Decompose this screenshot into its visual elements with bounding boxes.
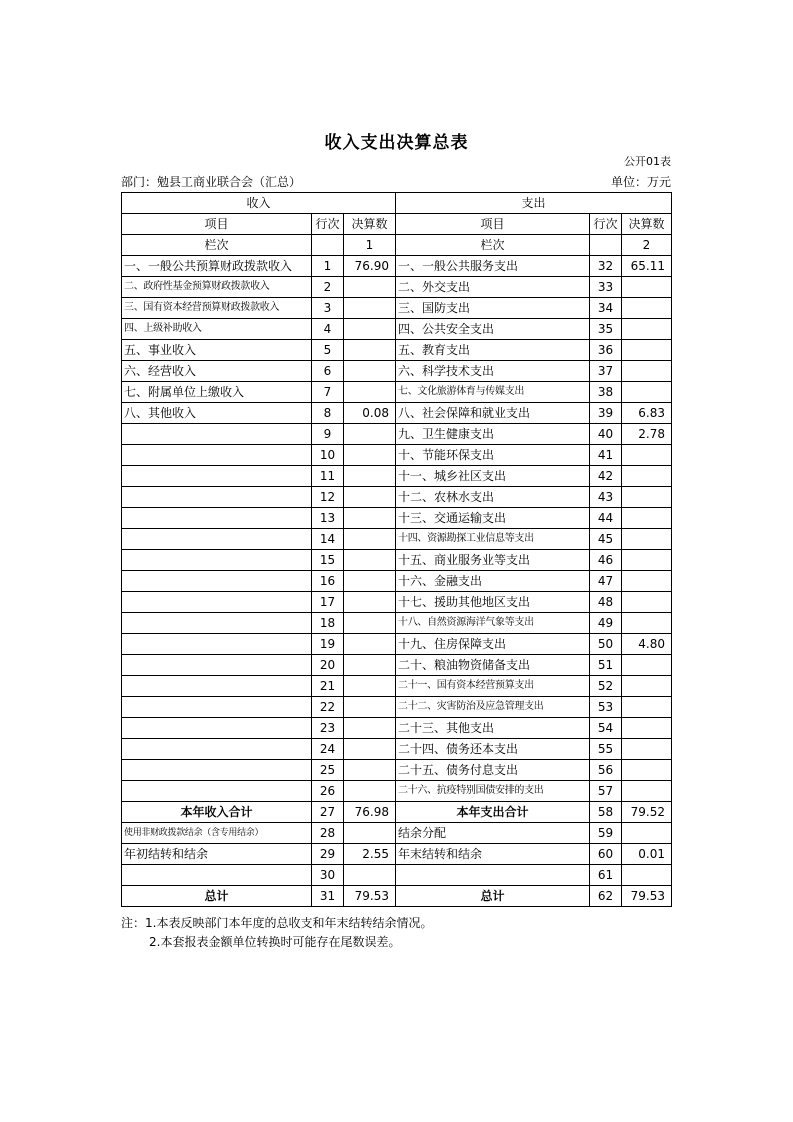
table-row xyxy=(122,739,672,760)
table-row xyxy=(122,550,672,571)
income-item-label xyxy=(122,718,312,739)
income-amount: 76.98 xyxy=(344,802,396,823)
expense-line-number: 53 xyxy=(590,697,622,718)
table-row xyxy=(122,823,672,844)
income-item-label xyxy=(122,466,312,487)
income-item-label: 三、国有资本经营预算财政拨款收入 xyxy=(122,298,312,319)
table-row xyxy=(122,613,672,634)
expense-line-number: 47 xyxy=(590,571,622,592)
expense-amount xyxy=(622,697,672,718)
income-line-number: 22 xyxy=(312,697,344,718)
income-item-label: 本年收入合计 xyxy=(122,802,312,823)
income-line-number: 13 xyxy=(312,508,344,529)
income-line-number: 7 xyxy=(312,382,344,403)
income-line-header: 行次 xyxy=(312,214,344,235)
expense-line-number: 36 xyxy=(590,340,622,361)
income-column-number: 1 xyxy=(344,235,396,256)
expense-amount xyxy=(622,298,672,319)
expense-amount: 2.78 xyxy=(622,424,672,445)
expense-line-number: 33 xyxy=(590,277,622,298)
income-amount xyxy=(344,424,396,445)
expense-item-label: 九、卫生健康支出 xyxy=(396,424,590,445)
income-item-label xyxy=(122,571,312,592)
income-item-label xyxy=(122,508,312,529)
expense-line-number: 58 xyxy=(590,802,622,823)
table-row xyxy=(122,571,672,592)
income-line-number: 26 xyxy=(312,781,344,802)
expense-amount xyxy=(622,340,672,361)
expense-amount xyxy=(622,823,672,844)
income-amount xyxy=(344,739,396,760)
expense-line-header: 行次 xyxy=(590,214,622,235)
expense-line-blank xyxy=(590,235,622,256)
expense-item-label: 一、一般公共服务支出 xyxy=(396,256,590,277)
expense-amount xyxy=(622,613,672,634)
income-item-label xyxy=(122,781,312,802)
table-row xyxy=(122,844,672,865)
income-item-label xyxy=(122,550,312,571)
income-item-label: 四、上级补助收入 xyxy=(122,319,312,340)
expense-amount xyxy=(622,718,672,739)
income-amount xyxy=(344,865,396,886)
expense-item-label: 七、文化旅游体育与传媒支出 xyxy=(396,382,590,403)
expense-item-header: 项目 xyxy=(396,214,590,235)
expense-item-label: 十七、援助其他地区支出 xyxy=(396,592,590,613)
form-code: 公开01表 xyxy=(624,155,671,168)
expense-item-label: 十四、资源勘探工业信息等支出 xyxy=(396,529,590,550)
expense-column-label: 栏次 xyxy=(396,235,590,256)
income-item-label: 七、附属单位上缴收入 xyxy=(122,382,312,403)
table-row xyxy=(122,865,672,886)
income-amount xyxy=(344,613,396,634)
expense-amount xyxy=(622,592,672,613)
expense-item-label: 三、国防支出 xyxy=(396,298,590,319)
income-amount xyxy=(344,361,396,382)
income-item-label: 二、政府性基金预算财政拨款收入 xyxy=(122,277,312,298)
income-amount xyxy=(344,655,396,676)
income-amount xyxy=(344,319,396,340)
expense-line-number: 57 xyxy=(590,781,622,802)
expense-line-number: 34 xyxy=(590,298,622,319)
expense-line-number: 37 xyxy=(590,361,622,382)
table-row xyxy=(122,592,672,613)
expense-amount xyxy=(622,445,672,466)
income-amount xyxy=(344,697,396,718)
expense-amount xyxy=(622,382,672,403)
expense-line-number: 50 xyxy=(590,634,622,655)
income-line-number: 16 xyxy=(312,571,344,592)
expense-amount xyxy=(622,508,672,529)
expense-line-number: 39 xyxy=(590,403,622,424)
income-amount xyxy=(344,382,396,403)
income-amount xyxy=(344,340,396,361)
income-expense-table xyxy=(121,192,672,907)
income-item-label: 一、一般公共预算财政拨款收入 xyxy=(122,256,312,277)
expense-amount: 4.80 xyxy=(622,634,672,655)
income-item-label xyxy=(122,613,312,634)
table-row xyxy=(122,277,672,298)
table-row xyxy=(122,256,672,277)
income-item-label: 八、其他收入 xyxy=(122,403,312,424)
expense-line-number: 56 xyxy=(590,760,622,781)
income-line-number: 10 xyxy=(312,445,344,466)
expense-line-number: 52 xyxy=(590,676,622,697)
expense-item-label: 十二、农林水支出 xyxy=(396,487,590,508)
income-line-number: 30 xyxy=(312,865,344,886)
expense-item-label: 二十五、债务付息支出 xyxy=(396,760,590,781)
table-row xyxy=(122,886,672,907)
income-item-label xyxy=(122,424,312,445)
income-item-label: 总计 xyxy=(122,886,312,907)
unit-label: 单位：万元 xyxy=(610,175,671,189)
expense-amount: 0.01 xyxy=(622,844,672,865)
income-line-number: 31 xyxy=(312,886,344,907)
income-amount xyxy=(344,445,396,466)
table-row xyxy=(122,697,672,718)
income-item-label xyxy=(122,445,312,466)
expense-line-number: 59 xyxy=(590,823,622,844)
income-item-label xyxy=(122,655,312,676)
expense-amount xyxy=(622,361,672,382)
income-item-label xyxy=(122,739,312,760)
income-amount xyxy=(344,529,396,550)
expense-item-label: 总计 xyxy=(396,886,590,907)
table-row xyxy=(122,760,672,781)
expense-line-number: 55 xyxy=(590,739,622,760)
table-row xyxy=(122,403,672,424)
expense-amount: 79.53 xyxy=(622,886,672,907)
expense-line-number: 43 xyxy=(590,487,622,508)
income-item-label xyxy=(122,634,312,655)
income-item-label xyxy=(122,697,312,718)
page-title: 收入支出决算总表 xyxy=(324,133,469,153)
expense-line-number: 35 xyxy=(590,319,622,340)
income-line-number: 18 xyxy=(312,613,344,634)
income-line-number: 23 xyxy=(312,718,344,739)
table-row xyxy=(122,424,672,445)
expense-line-number: 51 xyxy=(590,655,622,676)
expense-item-label: 六、科学技术支出 xyxy=(396,361,590,382)
expense-column-number: 2 xyxy=(622,235,672,256)
expense-line-number: 40 xyxy=(590,424,622,445)
expense-line-number: 62 xyxy=(590,886,622,907)
income-item-header: 项目 xyxy=(122,214,312,235)
income-line-number: 27 xyxy=(312,802,344,823)
expense-amount: 65.11 xyxy=(622,256,672,277)
income-line-number: 28 xyxy=(312,823,344,844)
income-item-label xyxy=(122,760,312,781)
expense-item-label: 结余分配 xyxy=(396,823,590,844)
table-row xyxy=(122,466,672,487)
table-row xyxy=(122,781,672,802)
income-line-number: 21 xyxy=(312,676,344,697)
income-line-number: 14 xyxy=(312,529,344,550)
expense-item-label: 二十二、灾害防治及应急管理支出 xyxy=(396,697,590,718)
expense-amount xyxy=(622,739,672,760)
income-amount xyxy=(344,760,396,781)
expense-item-label: 二十四、债务还本支出 xyxy=(396,739,590,760)
income-line-number: 8 xyxy=(312,403,344,424)
income-header: 收入 xyxy=(122,193,396,214)
expense-amount xyxy=(622,655,672,676)
table-row xyxy=(122,634,672,655)
income-line-number: 6 xyxy=(312,361,344,382)
expense-item-label: 年末结转和结余 xyxy=(396,844,590,865)
expense-item-label: 十三、交通运输支出 xyxy=(396,508,590,529)
expense-item-label: 十一、城乡社区支出 xyxy=(396,466,590,487)
income-amount xyxy=(344,508,396,529)
expense-amount xyxy=(622,466,672,487)
expense-amount: 6.83 xyxy=(622,403,672,424)
expense-item-label: 五、教育支出 xyxy=(396,340,590,361)
expense-header: 支出 xyxy=(396,193,672,214)
income-amount-header: 决算数 xyxy=(344,214,396,235)
table-row xyxy=(122,655,672,676)
income-amount: 76.90 xyxy=(344,256,396,277)
expense-line-number: 46 xyxy=(590,550,622,571)
income-line-number: 2 xyxy=(312,277,344,298)
expense-amount xyxy=(622,676,672,697)
income-amount xyxy=(344,466,396,487)
expense-item-label: 二、外交支出 xyxy=(396,277,590,298)
expense-amount xyxy=(622,277,672,298)
expense-line-number: 54 xyxy=(590,718,622,739)
table-row xyxy=(122,508,672,529)
expense-item-label xyxy=(396,865,590,886)
expense-line-number: 61 xyxy=(590,865,622,886)
expense-amount xyxy=(622,760,672,781)
table-row xyxy=(122,802,672,823)
expense-line-number: 45 xyxy=(590,529,622,550)
expense-amount xyxy=(622,529,672,550)
table-row xyxy=(122,529,672,550)
expense-item-label: 二十三、其他支出 xyxy=(396,718,590,739)
expense-line-number: 42 xyxy=(590,466,622,487)
income-line-number: 17 xyxy=(312,592,344,613)
expense-line-number: 49 xyxy=(590,613,622,634)
table-row xyxy=(122,361,672,382)
income-amount xyxy=(344,718,396,739)
table-row xyxy=(122,445,672,466)
note-2: 2.本套报表金额单位转换时可能存在尾数误差。 xyxy=(149,935,401,949)
expense-amount xyxy=(622,319,672,340)
expense-item-label: 十八、自然资源海洋气象等支出 xyxy=(396,613,590,634)
income-amount: 79.53 xyxy=(344,886,396,907)
table-row xyxy=(122,298,672,319)
income-item-label xyxy=(122,676,312,697)
income-amount xyxy=(344,676,396,697)
expense-amount-header: 决算数 xyxy=(622,214,672,235)
table-row xyxy=(122,487,672,508)
table-row xyxy=(122,676,672,697)
expense-item-label: 本年支出合计 xyxy=(396,802,590,823)
expense-line-number: 38 xyxy=(590,382,622,403)
income-amount xyxy=(344,823,396,844)
expense-amount: 79.52 xyxy=(622,802,672,823)
expense-amount xyxy=(622,865,672,886)
expense-amount xyxy=(622,550,672,571)
expense-item-label: 十九、住房保障支出 xyxy=(396,634,590,655)
expense-line-number: 48 xyxy=(590,592,622,613)
income-amount xyxy=(344,550,396,571)
department-label: 部门：勉县工商业联合会（汇总） xyxy=(121,175,302,189)
header-row-group xyxy=(122,193,672,214)
expense-item-label: 二十、粮油物资储备支出 xyxy=(396,655,590,676)
income-line-number: 25 xyxy=(312,760,344,781)
income-item-label xyxy=(122,487,312,508)
income-amount: 0.08 xyxy=(344,403,396,424)
income-line-blank xyxy=(312,235,344,256)
table-row xyxy=(122,718,672,739)
income-item-label xyxy=(122,529,312,550)
income-line-number: 20 xyxy=(312,655,344,676)
income-item-label xyxy=(122,865,312,886)
expense-line-number: 60 xyxy=(590,844,622,865)
income-line-number: 1 xyxy=(312,256,344,277)
note-1: 注：1.本表反映部门本年度的总收支和年末结转结余情况。 xyxy=(121,916,433,930)
notes xyxy=(121,914,432,952)
income-line-number: 12 xyxy=(312,487,344,508)
expense-item-label: 八、社会保障和就业支出 xyxy=(396,403,590,424)
expense-amount xyxy=(622,571,672,592)
income-amount xyxy=(344,781,396,802)
income-amount xyxy=(344,592,396,613)
table-row xyxy=(122,382,672,403)
expense-line-number: 44 xyxy=(590,508,622,529)
income-amount xyxy=(344,571,396,592)
table-row xyxy=(122,340,672,361)
income-amount xyxy=(344,487,396,508)
expense-item-label: 二十一、国有资本经营预算支出 xyxy=(396,676,590,697)
income-line-number: 3 xyxy=(312,298,344,319)
income-line-number: 9 xyxy=(312,424,344,445)
expense-item-label: 十五、商业服务业等支出 xyxy=(396,550,590,571)
expense-line-number: 41 xyxy=(590,445,622,466)
header-row-columns xyxy=(122,214,672,235)
income-line-number: 5 xyxy=(312,340,344,361)
expense-amount xyxy=(622,781,672,802)
income-amount: 2.55 xyxy=(344,844,396,865)
expense-item-label: 四、公共安全支出 xyxy=(396,319,590,340)
income-item-label: 年初结转和结余 xyxy=(122,844,312,865)
income-item-label xyxy=(122,592,312,613)
income-item-label: 六、经营收入 xyxy=(122,361,312,382)
income-amount xyxy=(344,298,396,319)
expense-item-label: 二十六、抗疫特别国债安排的支出 xyxy=(396,781,590,802)
income-line-number: 29 xyxy=(312,844,344,865)
income-column-label: 栏次 xyxy=(122,235,312,256)
income-line-number: 11 xyxy=(312,466,344,487)
expense-amount xyxy=(622,487,672,508)
income-amount xyxy=(344,277,396,298)
income-line-number: 19 xyxy=(312,634,344,655)
income-line-number: 15 xyxy=(312,550,344,571)
header-row-column-numbers xyxy=(122,235,672,256)
income-item-label: 五、事业收入 xyxy=(122,340,312,361)
income-item-label: 使用非财政拨款结余（含专用结余） xyxy=(122,823,312,844)
income-line-number: 4 xyxy=(312,319,344,340)
income-line-number: 24 xyxy=(312,739,344,760)
expense-line-number: 32 xyxy=(590,256,622,277)
table-row xyxy=(122,319,672,340)
expense-item-label: 十六、金融支出 xyxy=(396,571,590,592)
income-amount xyxy=(344,634,396,655)
expense-item-label: 十、节能环保支出 xyxy=(396,445,590,466)
